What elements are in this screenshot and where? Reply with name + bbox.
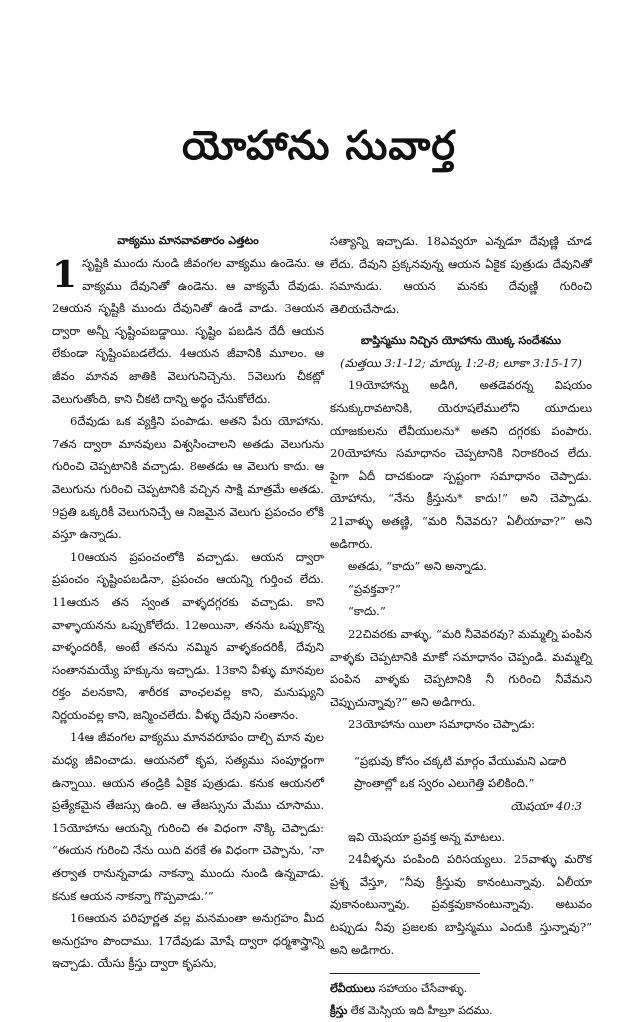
paragraph: 16ఆయన పరిపూర్ణత వల్ల మనమంతా అనుగ్రహం మీద అనుగ్రహం పొందాము. 17దేవుడు మోషే ద్వారా ధర్మశాస్త్రాన్ని ఇచ్చాడు. యేసు క్రీస్తు ద్వారా కృపను, <box>52 911 324 971</box>
right-column <box>330 230 592 1022</box>
paragraph: 23యోహాను యిలా సమాధానం చెప్పాడు: <box>348 717 536 732</box>
paragraph: “ప్రవక్తవా?” <box>348 581 401 596</box>
footnote-text: లేక మెస్సియ ఇది హీబ్రూ పదము. <box>347 1004 493 1018</box>
footnote <box>330 1000 592 1022</box>
paragraph: 6దేవుడు ఒక వ్యక్తిని పంపాడు. అతని పేరు యోహాను. 7తన ద్వారా మానవులు విశ్వసించాలని అతడు వెలుగును గురించి చెప్పటానికి వచ్చాడు. 8అతడు ఆ వెలుగు కాదు. ఆ వెలుగును గురించి చెప్పటానికి వచ్చిన సాక్షి మాత్రమే అతడు. 9ప్రతి ఒక్కరికీ వెలుగునిచ్చే ఆ నిజమైన వెలుగు ప్రపంచం లోకి వస్తూ ఉన్నాడు. <box>52 414 324 542</box>
paragraph: 19యోహాన్ను అడిగి, అతడెవరన్న విషయం కనుక్కురావటానికి, యెరూషలేములోని యూదులు యాజకులను లేవీయులను* అతని దగ్గరకు పంపారు. 20యోహాను సమాధానం చెప్పటానికి నిరాకరించ లేదు. పైగా ఏదీ దాచకుండా స్పష్టంగా సమాధానం చెప్పాడు. యోహాను, “నేను క్రీస్తును* కాదు!” అని చెప్పాడు. 21వాళ్ళు అతణ్ణి, “మరి నీవెవరు? ఏలీయావా?” అని అడిగారు. <box>330 378 592 551</box>
paragraph: ఇవి యెషయా ప్రవక్త అన్న మాటలు. <box>348 829 506 844</box>
footnote-divider <box>330 973 480 974</box>
paragraph: 24వీళ్ళను పంపింది పరిసయ్యలు. 25వాళ్ళు మరొక ప్రశ్న వేస్తూ, “నీవు క్రీస్తువు కానంటున్నావు. ఏలీయా వుకానంటున్నావు. ప్రవక్తవుకానంటున్నావు. అటువం టప్పుడు నీవు ప్రజలకు బాప్తిస్మము ఎందుకి స్తున్నావు?” అని అడిగారు. <box>330 852 592 957</box>
section-heading: బాప్తిస్మము నిచ్చిన యోహాను యొక్క సందేశము <box>360 334 562 348</box>
paragraph: 22చివరకు వాళ్ళు, “మరి నీవెవరవు? మమ్మల్ని పంపిన వాళ్ళకు చెప్పటానికి మాకో సమాధానం చెప్పండి. మమ్మల్ని పంపిన వాళ్ళకు చెప్పటానికి నీ గురించి నీవేమని చెప్పుచున్నావు?” అని అడిగారు. <box>330 626 592 709</box>
cross-references: (మత్తయి 3:1-12; మార్కు 1:2-8; లూకా 3:15-17) <box>340 356 582 371</box>
footnote-text: సహాయం చేసేవాళ్ళు. <box>375 982 468 996</box>
section-heading: వాక్యము మానవావతారం ఎత్తటం <box>117 234 259 247</box>
scripture-quote: “ప్రభువు కోసం చక్కటి మార్గం వేయుమని ఎడారి ప్రాంతాల్లో ఒక స్వరం ఎలుగెత్తి పలికింది.” <box>354 753 567 791</box>
footnote-term: లేవీయులు <box>330 982 376 996</box>
page-title: యోహాను సువార్త <box>182 122 456 169</box>
paragraph: సత్యాన్ని ఇచ్చాడు. 18ఎవ్వరూ ఎన్నడూ దేవుణ్ణి చూడ లేదు. దేవుని ప్రక్కనవున్న ఆయన ఏకైక పుత్రుడు దేవునితో సమానుడు. ఆయన మనకు దేవుణ్ణి గురించి తెలియచేసాడు. <box>330 234 592 316</box>
quote-attribution: యెషయా 40:3 <box>510 799 582 814</box>
paragraph: 10ఆయన ప్రపంచంలోకి వచ్చాడు. ఆయన ద్వారా ప్రపంచం సృష్టింపబడినా, ప్రపంచం ఆయన్ని గుర్తించ లేదు. 11ఆయన తన స్వంత వాళ్ళదగ్గరకు వచ్చాడు. కాని వాళ్ళాయనను ఒప్పుకోలేదు. 12అయినా, తనను ఒప్పుకొన్న వాళ్ళందరికీ, అంటే తనను నమ్మిన వాళ్ళకందరికీ, దేవుని సంతానమయ్యే హక్కును ఇచ్చాడు. 13కాని వీళ్ళు మానవుల రక్తం వలనకాని, శారీరక వాంఛలవల్ల కాని, మనుష్యుని నిర్ణయంవల్ల కాని, జన్మించలేదు. వీళ్ళు దేవుని సంతానం. <box>52 549 324 722</box>
paragraph <box>52 252 324 410</box>
paragraph-text: సృష్టికి ముందు నుండి జీవంగల వాక్యము ఉండెను. ఆ వాక్యము దేవునితో ఉండెను. ఆ వాక్యమే దేవుడు. 2ఆయన సృష్టికి ముందు దేవునితో ఉండే వాడు. 3ఆయన ద్వారా అన్నీ సృష్టింపబడ్డాయి. సృష్టిం పబడిన దేదీ ఆయన లేకుండా సృష్టింపబడలేదు. 4ఆయన జీవానికి మూలం. ఆ జీవం మానవ జాతికి వెలుగునిచ్చెను. 5వెలుగు చీకట్లో వెలుగుతోంది, కాని చీకటి దాన్ని అర్థం చేసుకోలేదు. <box>52 256 324 406</box>
chapter-number: 1 <box>52 254 78 296</box>
paragraph: “కాదు.” <box>348 604 386 619</box>
paragraph: 14ఆ జీవంగల వాక్యము మానవరూపం దాల్చి మాన వుల మధ్య జీవించాడు. ఆయనలో కృప, సత్యము సంపూర్ణంగా ఉన్నాయి. ఆయన తండ్రికి ఏకైక పుత్రుడు. కనుక ఆయనలో ప్రత్యేకమైన తేజస్సు ఉంది. ఆ తేజస్సును మేము చూసాము. 15యోహాను ఆయన్ని గురించి ఈ విధంగా నొక్కి చెప్పాడు: “ఈయన గురించి నేను యిది వరకే ఈ విధంగా చెప్పాను, ‘నా తర్వాత రానున్నవాడు నాకన్నా ముందు నుండి ఉన్నవాడు. కనుక ఆయన నాకన్నా గొప్పవాడు.’” <box>52 730 324 903</box>
paragraph: అతడు, “కాదు” అని అన్నాడు. <box>348 559 487 574</box>
footnote <box>330 978 592 1000</box>
left-column <box>52 230 324 975</box>
footnote-term: క్రీస్తు <box>330 1004 348 1018</box>
